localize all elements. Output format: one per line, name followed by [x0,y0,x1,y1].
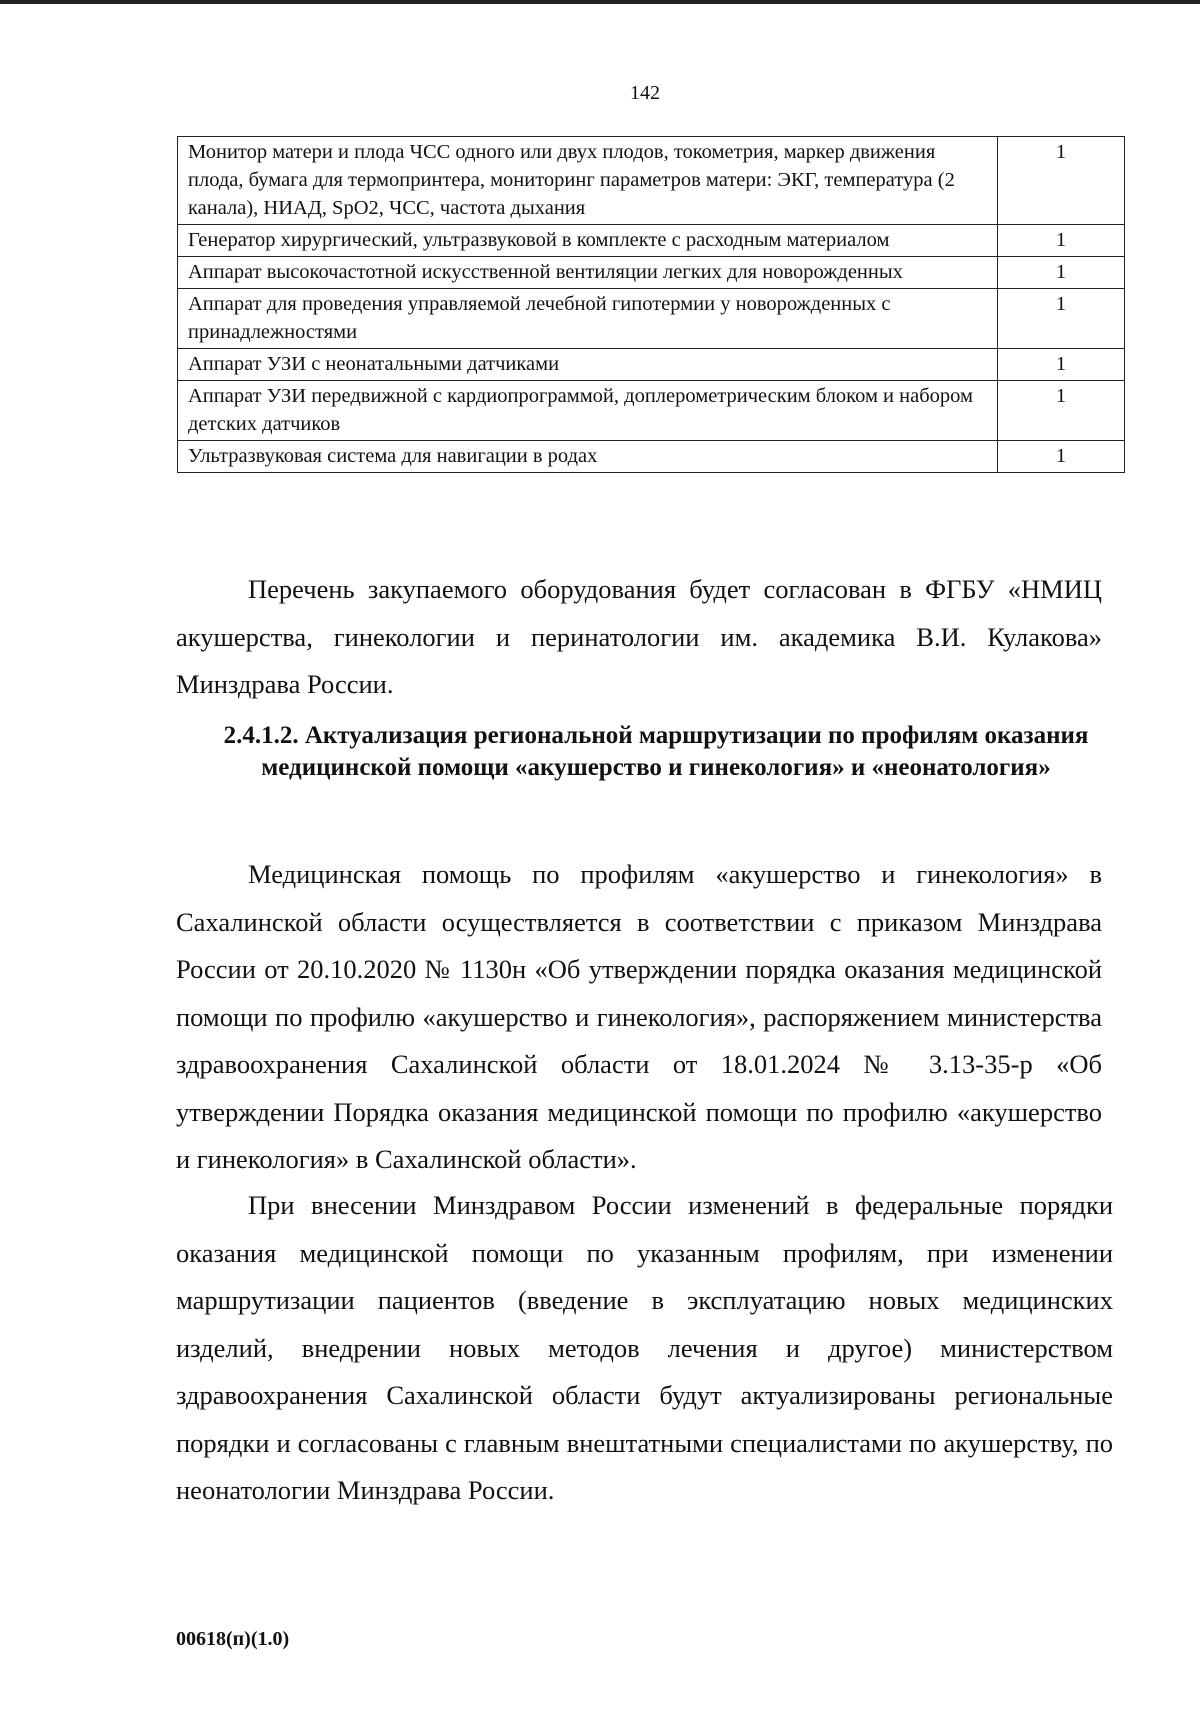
table-row [178,225,1125,257]
paragraph-text: Медицинская помощь по профилям «акушерство и гинекология» в Сахалинской области осуществляется в соответствии с приказом Минздрава России от 20.10.2020 № 1130н «Об утверждении порядка оказания медицинской помощи по профилю «акушерство и гинекология», распоряжением министерства здравоохранения Сахалинской области от 18.01.2024 № 3.13-35-р «Об утверждении Порядка оказания медицинской помощи по профилю «акушерство и гинекология» в Сахалинской области». [176,859,1102,1174]
equipment-name-cell: Генератор хирургический, ультразвуковой в комплекте с расходным материалом [178,225,998,257]
equipment-name-cell: Ультразвуковая система для навигации в родах [178,441,998,473]
table-row [178,441,1125,473]
medical-care-paragraph [176,851,1102,1184]
table-row [178,381,1125,441]
section-heading: 2.4.1.2. Актуализация региональной маршрутизации по профилям оказания медицинской помощи «акушерство и гинекология» и «неонатология» [223,722,1089,781]
quantity-cell: 1 [998,289,1125,349]
quantity-cell: 1 [998,441,1125,473]
quantity-cell: 1 [998,381,1125,441]
table-row [178,257,1125,289]
equipment-name-cell: Аппарат высокочастотной искусственной вентиляции легких для новорожденных [178,257,998,289]
document-code: 00618(п)(1.0) [176,1628,290,1650]
equipment-name-cell: Аппарат УЗИ с неонатальными датчиками [178,349,998,381]
paragraph-text: При внесении Минздравом России изменений в федеральные порядки оказания медицинской помощи по указанным профилям, при изменении маршрутизации пациентов (введение в эксплуатацию новых медицинских изделий, внедрении новых методов лечения и другое) министерством здравоохранения Сахалинской области будут актуализированы региональные порядки и согласованы с главным внештатными специалистами по акушерству, по неонатологии Минздрава России. [176,1190,1113,1505]
routing-update-paragraph [176,1182,1113,1515]
equipment-name-cell: Аппарат УЗИ передвижной с кардиопрограммой, доплерометрическим блоком и набором детских датчиков [178,381,998,441]
equipment-name-cell: Монитор матери и плода ЧСС одного или двух плодов, токометрия, маркер движения плода, бумага для термопринтера, мониторинг параметров матери: ЭКГ, температура (2 канала), НИАД, SpO2, ЧСС, частота дыхания [178,137,998,225]
quantity-cell: 1 [998,257,1125,289]
scan-top-border [0,0,1200,4]
quantity-cell: 1 [998,349,1125,381]
page-number: 142 [630,82,660,104]
equipment-table [177,136,1125,473]
paragraph-text: Перечень закупаемого оборудования будет согласован в ФГБУ «НМИЦ акушерства, гинекологии и перинатологии им. академика В.И. Кулакова» Минздрава России. [176,574,1102,699]
table-row [178,289,1125,349]
equipment-name-cell: Аппарат для проведения управляемой лечебной гипотермии у новорожденных с принадлежностями [178,289,998,349]
table-row [178,137,1125,225]
procurement-paragraph [176,566,1102,709]
quantity-cell: 1 [998,225,1125,257]
table-row [178,349,1125,381]
quantity-cell: 1 [998,137,1125,225]
